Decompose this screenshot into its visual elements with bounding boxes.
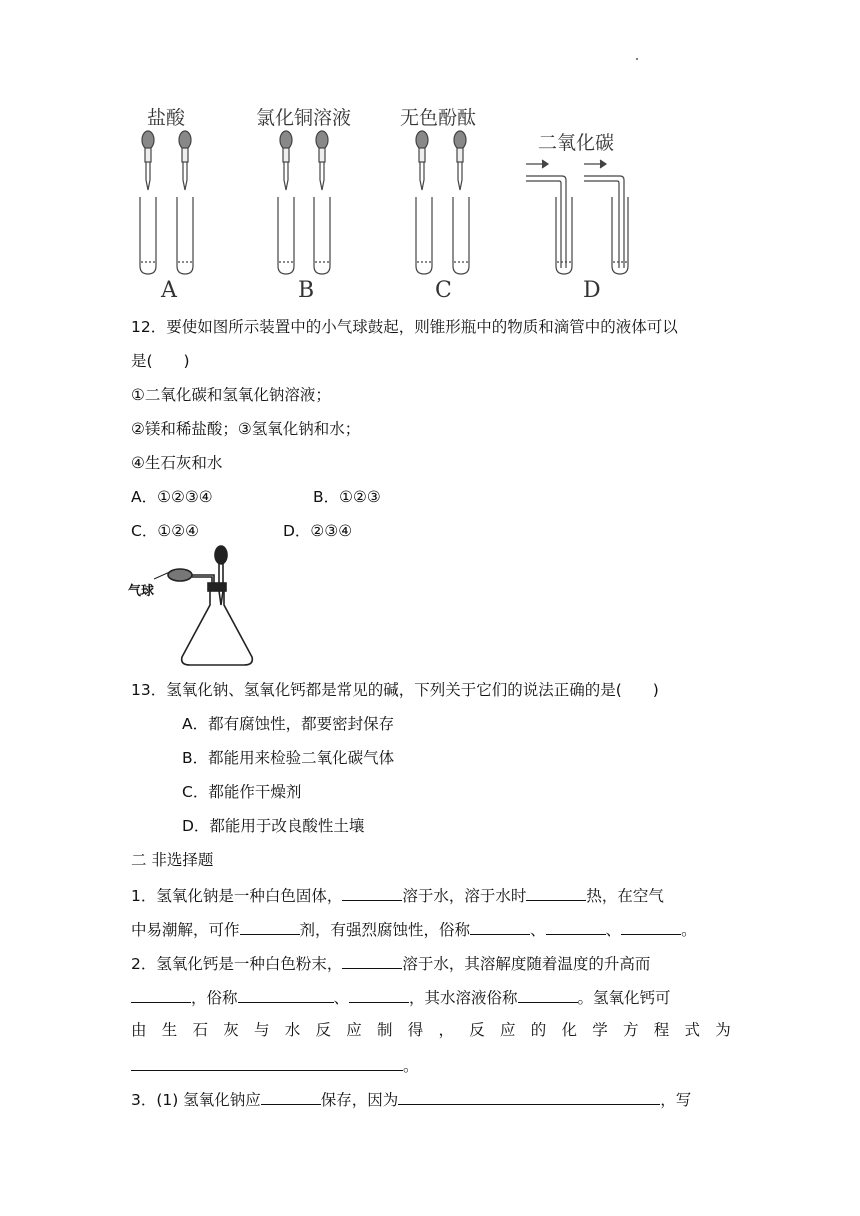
letter-b: B — [298, 278, 315, 303]
q12-item-3: ④生石灰和水 — [131, 454, 223, 472]
p1-text-e: 剂，有强烈腐蚀性，俗称 — [299, 921, 471, 939]
label-carbon-dioxide: 二氧化碳 — [538, 132, 615, 154]
p2-justified-char: 程 — [653, 1021, 670, 1039]
letter-c: C — [435, 278, 452, 303]
fill-blank-equation[interactable] — [131, 1054, 403, 1071]
fill-blank[interactable] — [621, 918, 681, 935]
p2-text-d: 、 — [333, 989, 350, 1007]
fill-blank[interactable] — [349, 986, 409, 1003]
p2-justified-char: 化 — [561, 1021, 578, 1039]
p3-line1 — [131, 1088, 691, 1110]
p2-justified-char: 生 — [161, 1021, 178, 1039]
p2-justified-char: 反 — [315, 1021, 332, 1039]
fill-blank[interactable] — [240, 918, 300, 935]
p2-justified-char: 方 — [623, 1021, 639, 1039]
p2-justified-char: 学 — [592, 1021, 608, 1039]
p1-text-b: 溶于水，溶于水时 — [402, 887, 527, 905]
q12-item-2: ②镁和稀盐酸；③氢氧化钠和水； — [131, 420, 361, 438]
group-c-apparatus — [416, 131, 469, 274]
p1-text-f: 、 — [530, 921, 546, 939]
q13-option-c: C．都能作干燥剂 — [182, 783, 302, 801]
p3-text-a: 3．(1) 氢氧化钠应 — [131, 1091, 261, 1109]
p1-text-a: 1．氢氧化钠是一种白色固体， — [131, 887, 343, 905]
fill-blank[interactable] — [342, 884, 402, 901]
p2-text-h: 。 — [403, 1057, 419, 1075]
p2-text-a: 2．氢氧化钙是一种白色粉末， — [131, 955, 343, 973]
p1-line2 — [131, 918, 697, 940]
p2-justified-char: 水 — [284, 1021, 301, 1039]
p2-justified-char: 得 — [407, 1021, 424, 1039]
q13-stem: 13．氢氧化钠、氢氧化钙都是常见的碱，下列关于它们的说法正确的是( ) — [131, 681, 659, 699]
p2-justified-char: 的 — [530, 1021, 547, 1039]
p2-line4 — [131, 1054, 419, 1076]
q12-stem-line2: 是( ) — [131, 352, 190, 370]
p2-justified-char: 应 — [346, 1021, 362, 1039]
q12-option-b: B．①②③ — [313, 488, 381, 506]
p2-justified-char: ， — [438, 1021, 455, 1039]
q12-stem-line1: 12．要使如图所示装置中的小气球鼓起，则锥形瓶中的物质和滴管中的液体可以 — [131, 318, 678, 336]
label-phenolphthalein: 无色酚酞 — [400, 107, 477, 129]
p1-text-h: 。 — [681, 921, 697, 939]
p2-justified-char: 与 — [254, 1021, 270, 1039]
fill-blank[interactable] — [470, 918, 530, 935]
p1-line1 — [131, 884, 664, 906]
p2-line2 — [131, 986, 671, 1008]
p1-text-d: 中易潮解，可作 — [131, 921, 240, 939]
q12-item-1: ①二氧化碳和氢氧化钠溶液； — [131, 386, 331, 404]
p2-justified-char: 式 — [684, 1021, 701, 1039]
p2-justified-char: 反 — [469, 1021, 485, 1039]
fill-blank[interactable] — [398, 1088, 660, 1105]
group-a-apparatus — [140, 131, 193, 274]
p1-text-c: 热，在空气 — [586, 887, 664, 905]
p3-text-b: 保存，因为 — [320, 1091, 399, 1109]
page-marker-dot — [636, 58, 638, 60]
p2-text-f: 。氢氧化钙可 — [577, 989, 671, 1007]
p2-justified-char: 由 — [131, 1021, 147, 1039]
group-d-apparatus — [526, 160, 628, 274]
group-b-apparatus — [278, 131, 330, 274]
p2-text-c: ，俗称 — [191, 989, 238, 1007]
q13-option-a: A．都有腐蚀性，都要密封保存 — [182, 715, 395, 733]
fill-blank[interactable] — [131, 986, 191, 1003]
p2-justified-char: 石 — [192, 1021, 209, 1039]
fill-blank[interactable] — [546, 918, 606, 935]
fill-blank[interactable] — [342, 952, 402, 969]
p2-justified-char: 应 — [500, 1021, 516, 1039]
label-hydrochloric-acid: 盐酸 — [147, 107, 186, 129]
balloon-label: 气球 — [128, 584, 155, 599]
q13-option-d: D．都能用于改良酸性土壤 — [182, 817, 365, 835]
p2-text-e: ，其水溶液俗称 — [409, 989, 518, 1007]
section-title: 二 非选择题 — [131, 851, 214, 869]
p2-justified-char: 为 — [715, 1021, 731, 1039]
letter-d: D — [583, 278, 601, 303]
fill-blank[interactable] — [238, 986, 334, 1003]
fill-blank[interactable] — [526, 884, 586, 901]
p3-text-c: ，写 — [660, 1091, 692, 1109]
p2-line1 — [131, 952, 650, 974]
letter-a: A — [161, 278, 177, 303]
p2-justified-char: 制 — [377, 1021, 393, 1039]
q12-option-a: A．①②③④ — [131, 488, 213, 506]
p2-text-b: 溶于水，其溶解度随着温度的升高而 — [402, 955, 651, 973]
fill-blank[interactable] — [261, 1088, 321, 1105]
p1-text-g: 、 — [605, 921, 622, 939]
fill-blank[interactable] — [518, 986, 578, 1003]
flask-drawing — [128, 545, 268, 669]
p2-line3 — [131, 1020, 731, 1040]
p2-justified-char: 灰 — [223, 1021, 239, 1039]
q12-option-c: C．①②④ — [131, 522, 200, 540]
q12-option-d: D．②③④ — [283, 522, 353, 540]
q13-option-b: B．都能用来检验二氧化碳气体 — [182, 749, 395, 767]
flask-figure — [128, 545, 268, 669]
label-copper-chloride: 氯化铜溶液 — [256, 107, 352, 129]
experiment-figure — [128, 100, 648, 304]
